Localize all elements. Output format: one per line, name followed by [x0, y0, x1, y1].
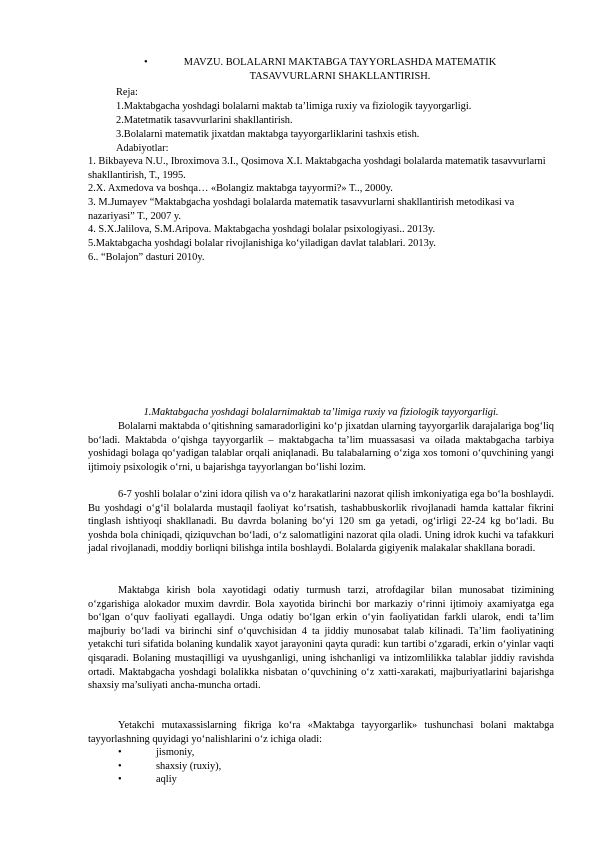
list-item: • aqliy — [118, 774, 177, 786]
body-paragraph: Maktabga kirish bola xayotidagi odatiy turmush tarzi, atrofdagilar bilan munosabat tizimining o‘zgarishiga alokador muxim davrdir. Bola xayotida birinchi bor markaziy o‘rinni ijtimoiy axamiyatga ega bo‘lgan o‘quv faoliyati egallaydi. Unga odatiy bo‘lgan erkin o‘yin faoliyatidan farkli ularok, endi ta’lim majburiy bo‘ladi va birinchi sinf o‘quvchisidan 4 ta jiddiy munosabat talab kilinadi. Ta’lim faoliyatining yetakchi turi sifatida bolaning kundalik xayot jarayonini qayta quradi: kun tartibi o‘zgaradi, erkin o‘yinlar vaqti qisqaradi. Bolaning mustaqilligi va uyushganligi, uning ishchanligi va intizomlilikka talablar jiddiy ravishda ortadi. Maktabgacha yoshdagi bolalikka nisbatan o‘quvchining o‘z xatti-xarakati, majburiyatlarini bajarishga shaxsiy ma’suliyati ancha-muncha ortadi. — [88, 585, 554, 692]
body-paragraph: Bolalarni maktabda o‘qitishning samaradorligini ko‘p jixatdan ularning tayyorgarlik darajalariga bog‘liq bo‘ladi. Maktabda o‘qishga tayyorgarlik – maktabgacha ta’lim muassasasi va oilada maktabgacha tarbiya yoshidagi bolaga qo‘yadigan talablar orqali aniqlanadi. Bu talabalarning o‘ziga xos tomoni o‘quvchining yangi ijtimoiy psixologik o‘rni, u bajarishga tayyorlangan bo‘lishi lozim. — [88, 421, 554, 473]
plan-item: 3.Bolalarni matematik jixatdan maktabga tayyorgarliklarini tashxis etish. — [116, 129, 420, 140]
topic-title — [144, 56, 520, 84]
reference-item: 5.Maktabgacha yoshdagi bolalar rivojlanishiga ko‘yiladigan davlat talablari. 2013y. — [88, 238, 436, 249]
references-heading: Adabiyotlar: — [116, 143, 169, 154]
plan-heading: Reja: — [116, 87, 138, 98]
bullet-icon: • — [118, 760, 122, 772]
body-paragraph: Yetakchi mutaxassislarning fikriga ko‘ra «Maktabga tayyorgarlik» tushunchasi bolani maktabga tayyorlashning quyidagi yo‘nalishlarini o‘z ichiga oladi: — [88, 720, 554, 745]
list-item: • jismoniy, — [118, 747, 195, 758]
list-item: • shaxsiy (ruxiy), — [118, 760, 222, 772]
section-heading: 1.Maktabgacha yoshdagi bolalarnimaktab ta’limiga ruxiy va fiziologik tayyorgarligi. — [143, 407, 499, 418]
plan-item: 1.Maktabgacha yoshdagi bolalarni maktab ta’limiga ruxiy va fiziologik tayyorgarligi. — [116, 101, 472, 112]
reference-item: 4. S.X.Jalilova, S.M.Aripova. Maktabgacha yoshdagi bolalar psixologiyasi.. 2013y. — [88, 224, 436, 235]
topic-title-text: MAVZU. BOLALARNI MAKTABGA TAYYORLASHDA MATEMATIK TASAVVURLARNI SHAKLLANTIRISH. — [183, 57, 497, 82]
bullet-icon: • — [144, 57, 148, 68]
bullet-icon: • — [118, 747, 122, 758]
directions-list — [118, 746, 221, 787]
reference-item: 1. Bikbayeva N.U., Ibroximova 3.I., Qosimova X.I. Maktabgacha yoshdagi bolalarda matematik tasavvurlarni shakllantirish, T., 1995. — [88, 156, 546, 181]
plan-item: 2.Matetmatik tasavvurlarini shakllantirish. — [116, 115, 293, 126]
body-paragraph: 6-7 yoshli bolalar o‘zini idora qilish va o‘z harakatlarini nazorat qilish imkoniyatiga ega bo‘la boshlaydi. Bu yoshdagi o‘g‘il bolalarda mustaqil faoliyat ko‘rsatish, tashabbuskorlik rivojlanadi hamda kattalar fikrini tinglash ishtiyoqi shakllanadi. Bu davrda bolaning bo‘yi 120 sm ga yetadi, og‘irligi 22-24 kg bo‘ladi. Bu yoshda bola chiniqadi, qiziquvchan bo‘ladi, o‘z salomatligini nazorat qila oladi. Uning idrok kuchi va tafakkuri jadal rivojlanadi, moddiy borliqni bilishga intila boshlaydi. Bolalarda gigiyenik malakalar shakllana boradi. — [88, 489, 554, 555]
reference-item: 3. M.Jumayev “Maktabgacha yoshdagi bolalarda matematik tasavvurlarni shakllantirish metodikasi va nazariyasi” T., 2007 y. — [88, 197, 515, 222]
reference-item: 2.X. Axmedova va boshqa… «Bolangiz maktabga tayyormi?» T.., 2000y. — [88, 183, 393, 194]
reference-item: 6.. “Bolajon” dasturi 2010y. — [88, 252, 205, 263]
bullet-icon: • — [118, 774, 122, 786]
